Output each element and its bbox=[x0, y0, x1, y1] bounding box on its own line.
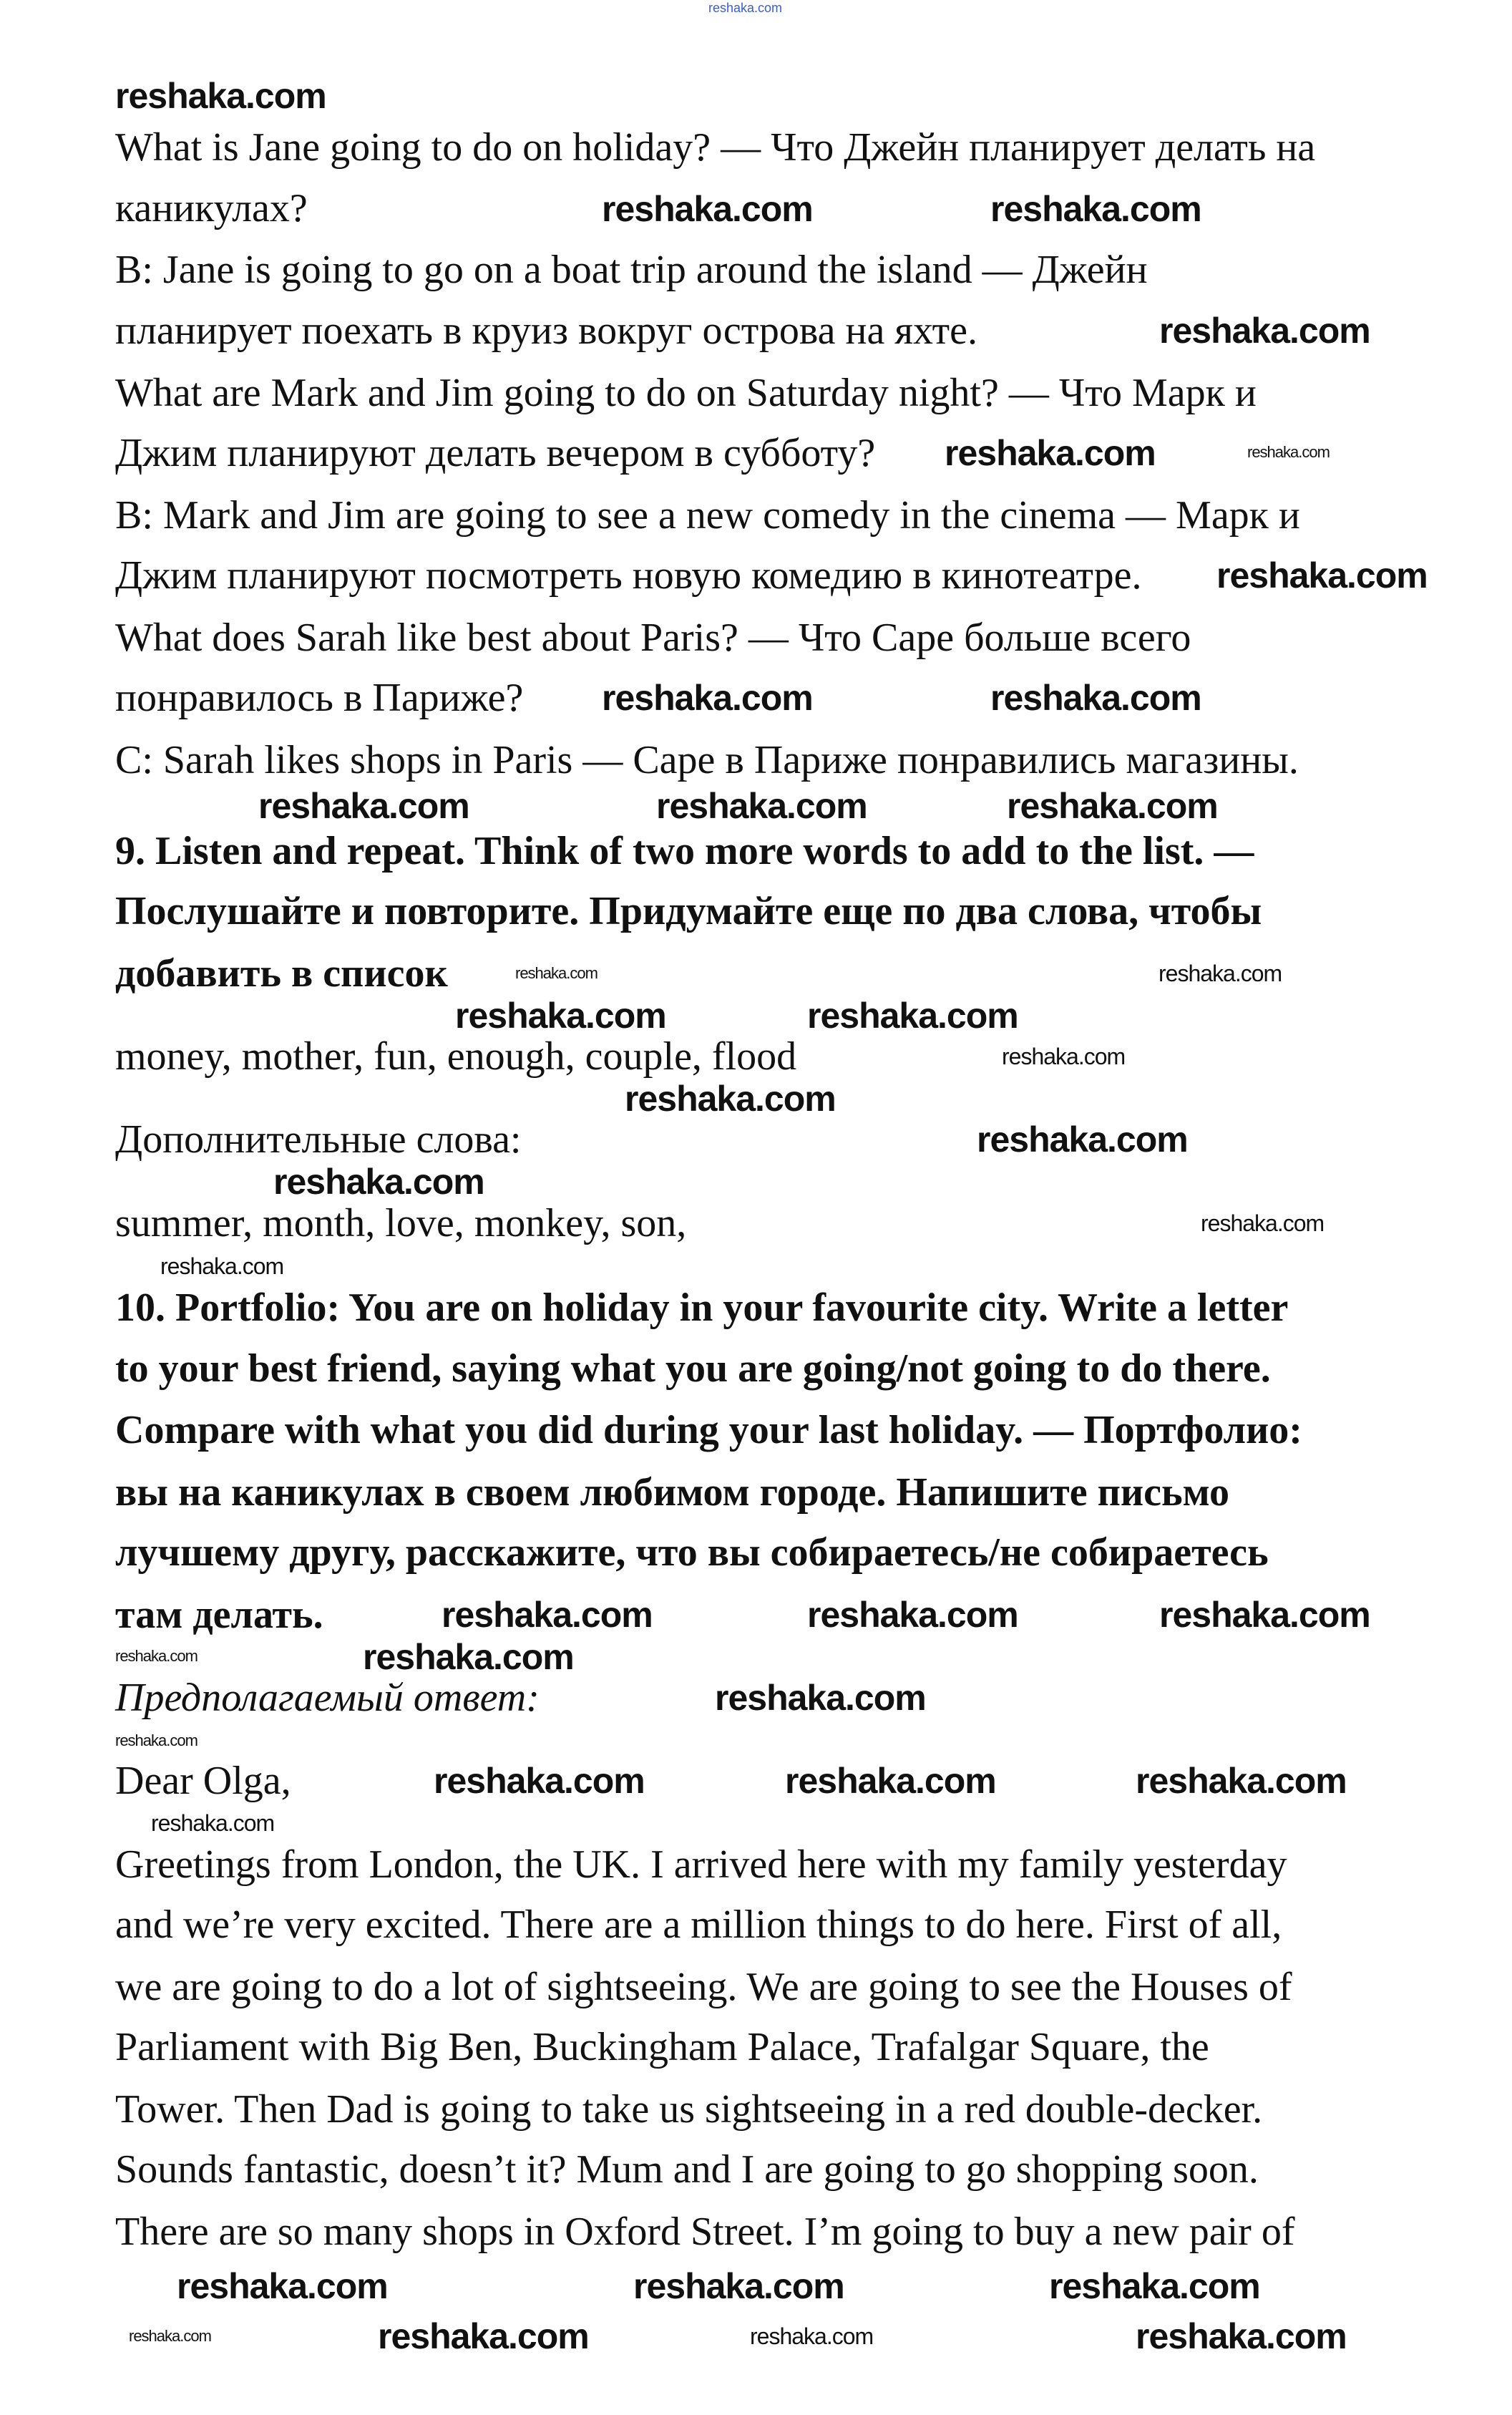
watermark: reshaka.com bbox=[258, 786, 469, 826]
watermark: reshaka.com bbox=[273, 1162, 484, 1202]
letter-line: There are so many shops in Oxford Street. I’m going to buy a new pair of bbox=[115, 2210, 1295, 2254]
text-line: Дополнительные слова: bbox=[115, 1117, 522, 1162]
watermark: reshaka.com bbox=[977, 1119, 1188, 1160]
header-watermark: reshaka.com bbox=[708, 1, 783, 15]
exercise-10-heading: вы на каникулах в своем любимом городе. Напишите письмо bbox=[115, 1470, 1230, 1515]
watermark: reshaka.com bbox=[715, 1678, 926, 1718]
text-line: B: Jane is going to go on a boat trip around the island — Джейн bbox=[115, 248, 1148, 292]
watermark: reshaka.com bbox=[1159, 961, 1282, 986]
watermark: reshaka.com bbox=[160, 1253, 284, 1279]
watermark: reshaka.com bbox=[656, 786, 867, 826]
watermark: reshaka.com bbox=[785, 1761, 996, 1801]
word-list: money, mother, fun, enough, couple, flood bbox=[115, 1034, 797, 1079]
watermark: reshaka.com bbox=[434, 1761, 645, 1801]
letter-line: we are going to do a lot of sightseeing. We are going to see the Houses of bbox=[115, 1965, 1292, 2009]
text-line: B: Mark and Jim are going to see a new comedy in the cinema — Марк и bbox=[115, 493, 1300, 538]
text-line: Джим планируют делать вечером в субботу? bbox=[115, 431, 876, 475]
watermark: reshaka.com bbox=[1159, 311, 1370, 351]
text-line: What are Mark and Jim going to do on Saturday night? — Что Марк и bbox=[115, 371, 1257, 415]
text-line: планирует поехать в круиз вокруг острова на яхте. bbox=[115, 308, 977, 353]
watermark: reshaka.com bbox=[602, 678, 813, 718]
watermark: reshaka.com bbox=[1247, 443, 1330, 461]
watermark: reshaka.com bbox=[1201, 1210, 1325, 1236]
watermark: reshaka.com bbox=[455, 996, 666, 1036]
watermark: reshaka.com bbox=[129, 2327, 211, 2345]
watermark: reshaka.com bbox=[1136, 1761, 1347, 1801]
watermark: reshaka.com bbox=[945, 433, 1156, 473]
exercise-10-heading: там делать. bbox=[115, 1593, 323, 1637]
watermark: reshaka.com bbox=[1136, 2316, 1347, 2356]
exercise-10-heading: Compare with what you did during your last holiday. — Портфолио: bbox=[115, 1408, 1302, 1452]
watermark: reshaka.com bbox=[115, 76, 326, 116]
letter-line: Dear Olga, bbox=[115, 1759, 291, 1803]
exercise-9-heading: добавить в список bbox=[115, 951, 448, 996]
text-line: What is Jane going to do on holiday? — Что Джейн планирует делать на bbox=[115, 125, 1316, 170]
watermark: reshaka.com bbox=[990, 189, 1201, 229]
watermark: reshaka.com bbox=[633, 2266, 844, 2306]
text-line: C: Sarah likes shops in Paris — Саре в Париже понравились магазины. bbox=[115, 738, 1299, 782]
exercise-10-heading: to your best friend, saying what you are going/not going to do there. bbox=[115, 1346, 1271, 1391]
watermark: reshaka.com bbox=[115, 1647, 197, 1665]
letter-line: Parliament with Big Ben, Buckingham Palace, Trafalgar Square, the bbox=[115, 2025, 1209, 2069]
watermark: reshaka.com bbox=[990, 678, 1201, 718]
watermark: reshaka.com bbox=[442, 1595, 653, 1635]
watermark: reshaka.com bbox=[1007, 786, 1218, 826]
watermark: reshaka.com bbox=[807, 1595, 1018, 1635]
additional-words: summer, month, love, monkey, son, bbox=[115, 1201, 687, 1245]
answer-label: Предполагаемый ответ: bbox=[115, 1676, 540, 1720]
watermark: reshaka.com bbox=[363, 1637, 574, 1677]
letter-line: Tower. Then Dad is going to take us sightseeing in a red double-decker. bbox=[115, 2087, 1263, 2132]
watermark: reshaka.com bbox=[115, 1731, 197, 1749]
watermark: reshaka.com bbox=[151, 1810, 275, 1836]
letter-line: Greetings from London, the UK. I arrived here with my family yesterday bbox=[115, 1842, 1287, 1887]
text-line: What does Sarah like best about Paris? — Что Саре больше всего bbox=[115, 616, 1191, 660]
letter-line: Sounds fantastic, doesn’t it? Mum and I are going to go shopping soon. bbox=[115, 2147, 1259, 2192]
text-line: понравилось в Париже? bbox=[115, 676, 524, 720]
watermark: reshaka.com bbox=[807, 996, 1018, 1036]
exercise-9-heading: Послушайте и повторите. Придумайте еще по два слова, чтобы bbox=[115, 889, 1262, 933]
exercise-10-heading: лучшему другу, расскажите, что вы собираетесь/не собираетесь bbox=[115, 1530, 1269, 1575]
text-line: Джим планируют посмотреть новую комедию в кинотеатре. bbox=[115, 553, 1142, 598]
text-line: каникулах? bbox=[115, 186, 308, 230]
watermark: reshaka.com bbox=[602, 189, 813, 229]
watermark: reshaka.com bbox=[177, 2266, 388, 2306]
watermark: reshaka.com bbox=[1002, 1044, 1126, 1069]
watermark: reshaka.com bbox=[515, 964, 598, 982]
exercise-10-heading: 10. Portfolio: You are on holiday in your favourite city. Write a letter bbox=[115, 1286, 1289, 1330]
watermark: reshaka.com bbox=[1159, 1595, 1370, 1635]
watermark: reshaka.com bbox=[625, 1079, 836, 1119]
letter-line: and we’re very excited. There are a million things to do here. First of all, bbox=[115, 1903, 1282, 1947]
watermark: reshaka.com bbox=[378, 2316, 589, 2356]
watermark: reshaka.com bbox=[1049, 2266, 1260, 2306]
watermark: reshaka.com bbox=[1216, 555, 1428, 596]
exercise-9-heading: 9. Listen and repeat. Think of two more words to add to the list. — bbox=[115, 829, 1254, 873]
watermark: reshaka.com bbox=[750, 2323, 874, 2349]
